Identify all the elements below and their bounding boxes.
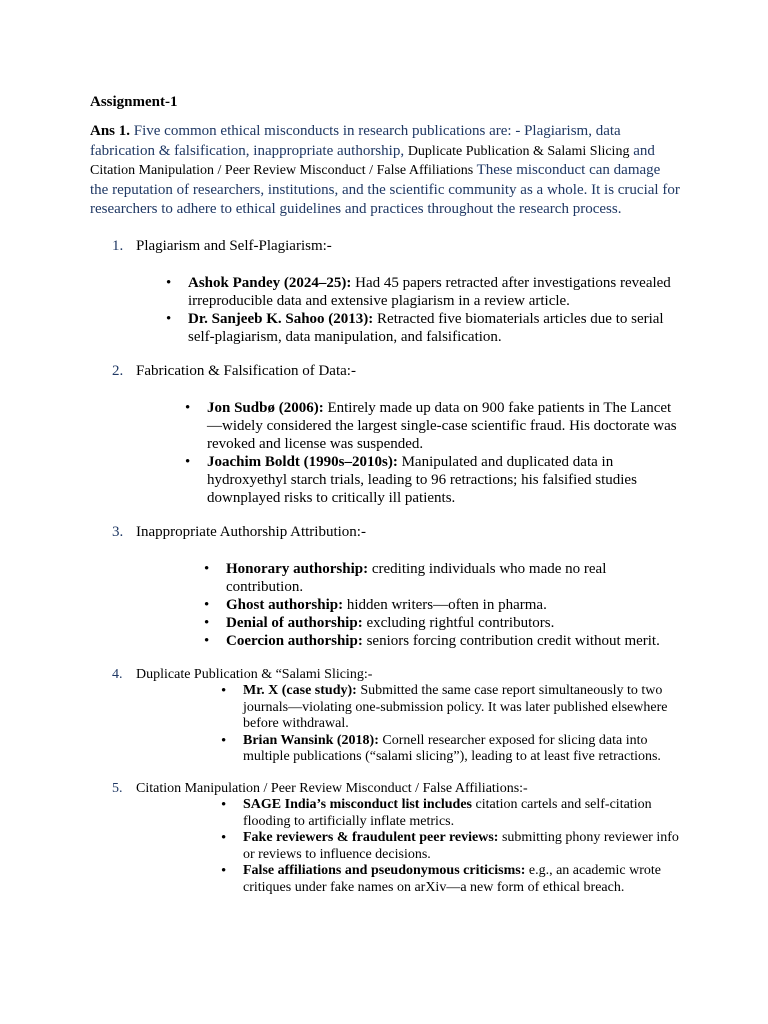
section-list-2 [185, 399, 677, 507]
bullet-icon: • [221, 830, 227, 846]
bullet-icon: • [204, 597, 210, 613]
section-list-4 [221, 683, 673, 766]
list-item: • Coercion authorship: seniors forcing contribution credit without merit. [204, 633, 660, 649]
intro-paragraph [90, 122, 680, 220]
section-heading-3: 3. Inappropriate Authorship Attribution:- [112, 524, 366, 540]
bullet-icon: • [204, 561, 210, 577]
intro-text-4: Citation Manipulation / Peer Review Misconduct / False Affiliations [90, 163, 474, 178]
bullet-icon: • [204, 615, 210, 631]
bullet-icon: • [221, 797, 227, 813]
list-item: • Honorary authorship: crediting individuals who made no real contribution. [204, 561, 607, 595]
list-item: • Jon Sudbø (2006): Entirely made up data on 900 fake patients in The Lancet—widely considered the largest single-case scientific fraud. His doctorate was revoked and license was suspended. [185, 400, 677, 452]
section-heading-4: 4. Duplicate Publication & “Salami Slicing:- [112, 667, 373, 682]
section-heading-1: 1. Plagiarism and Self-Plagiarism:- [112, 238, 332, 254]
intro-text-5: These misconduct can damage the reputation of researchers, institutions, and the scientific community as a whole. It is crucial for researchers to adhere to ethical guidelines and practices throughout the research process. [90, 162, 680, 217]
bullet-icon: • [204, 633, 210, 649]
intro-text-1: Five common ethical misconducts in research publications are: - Plagiarism, data fabrication & falsification, inappropriate authorship, [90, 123, 621, 159]
bullet-icon: • [221, 683, 227, 699]
section-list-1 [166, 274, 688, 346]
section-list-3 [204, 560, 676, 650]
intro-text-2: Duplicate Publication & Salami Slicing [407, 143, 630, 159]
list-item: • Denial of authorship: excluding rightful contributors. [204, 615, 555, 631]
list-item: • False affiliations and pseudonymous criticisms: e.g., an academic wrote critiques under fake names on arXiv—a new form of ethical breach. [221, 863, 662, 895]
intro-text-3: and [633, 142, 655, 159]
bullet-icon: • [221, 732, 227, 749]
section-heading-5: 5. Citation Manipulation / Peer Review Misconduct / False Affiliations:- [112, 781, 528, 796]
list-item: • Mr. X (case study): Submitted the same case report simultaneously to two journals—violating one-submission policy. It was later published elsewhere before withdrawal. [221, 683, 668, 731]
bullet-icon: • [185, 400, 191, 416]
bullet-icon: • [166, 311, 172, 327]
bullet-icon: • [221, 863, 227, 879]
list-item: • Ashok Pandey (2024–25): Had 45 papers retracted after investigations revealed irreproducible data and extensive plagiarism in a review article. [166, 275, 671, 309]
answer-label: Ans 1. [90, 123, 131, 139]
section-heading-2: 2. Fabrication & Falsification of Data:- [112, 363, 356, 379]
bullet-icon: • [185, 454, 191, 470]
document-title: Assignment-1 [90, 94, 178, 110]
list-item: • Joachim Boldt (1990s–2010s): Manipulated and duplicated data in hydroxyethyl starch trials, leading to 96 retractions; his falsified studies downplayed risks to critically ill patients. [185, 454, 637, 506]
list-item: • SAGE India’s misconduct list includes citation cartels and self-citation flooding to artificially inflate metrics. [221, 797, 652, 829]
section-list-5 [221, 797, 683, 896]
list-item: • Brian Wansink (2018): Cornell researcher exposed for slicing data into multiple publications (“salami slicing”), leading to at least five retractions. [221, 732, 661, 764]
bullet-icon: • [166, 275, 172, 291]
list-item: • Fake reviewers & fraudulent peer reviews: submitting phony reviewer info or reviews to influence decisions. [221, 830, 679, 862]
list-item: • Dr. Sanjeeb K. Sahoo (2013): Retracted five biomaterials articles due to serial self-plagiarism, data manipulation, and falsification. [166, 311, 664, 345]
list-item: • Ghost authorship: hidden writers—often in pharma. [204, 597, 547, 613]
